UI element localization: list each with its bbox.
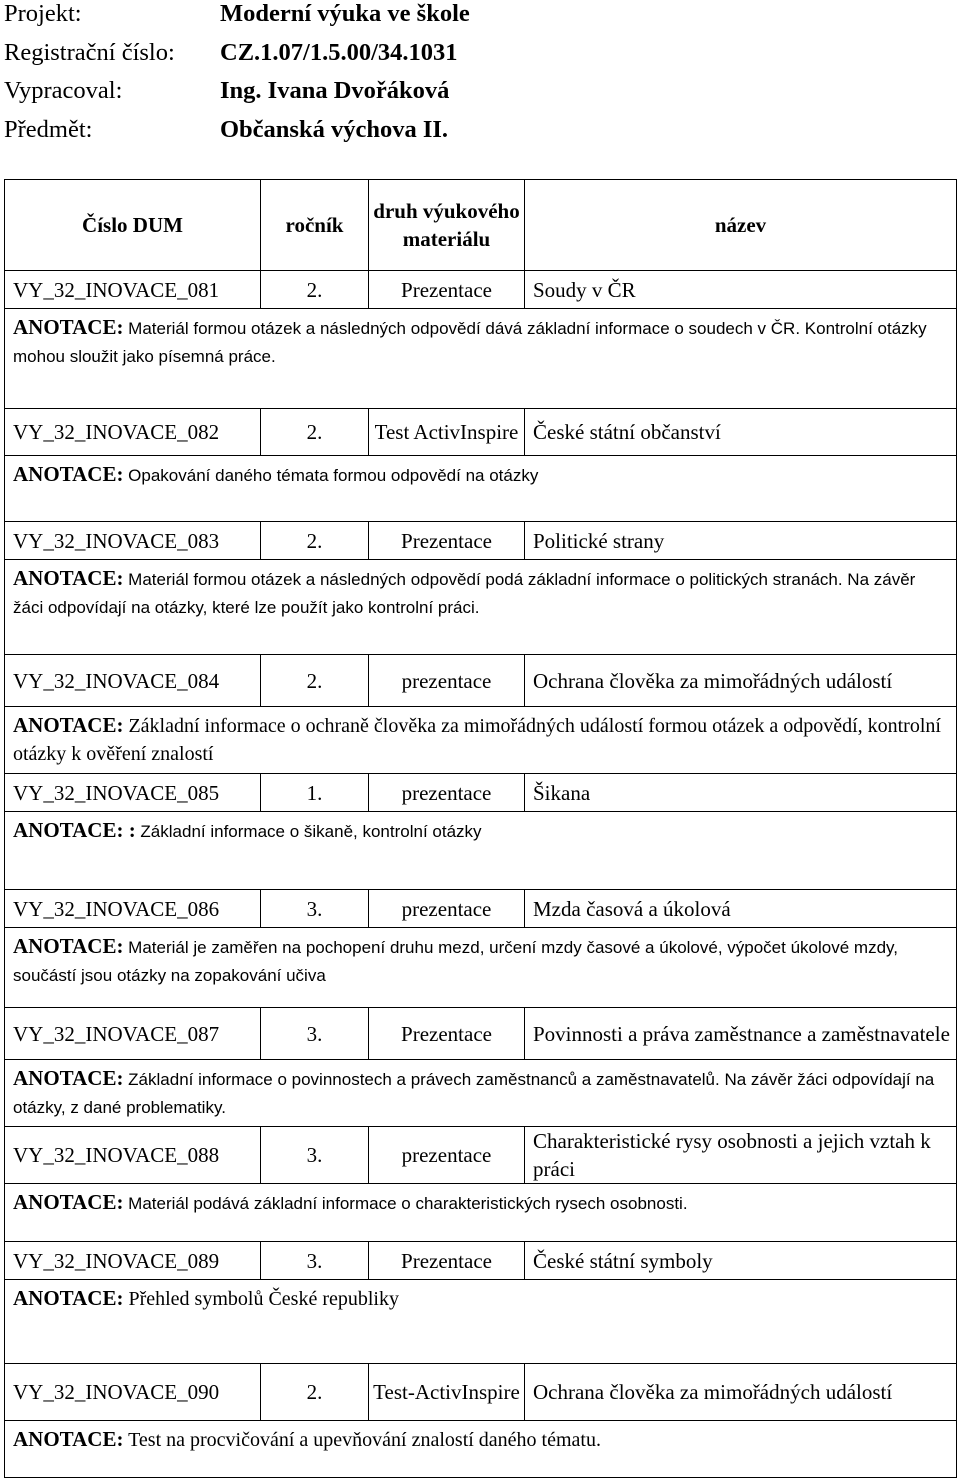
- annotation-cell: [5, 1184, 957, 1242]
- annotation-row: [5, 560, 957, 655]
- annotation-row: [5, 1184, 957, 1242]
- cell-dum-number: VY_32_INOVACE_087: [5, 1008, 261, 1060]
- cell-druh: Test ActivInspire: [369, 409, 525, 456]
- cell-druh: Prezentace: [369, 1008, 525, 1060]
- cell-dum-number: VY_32_INOVACE_081: [5, 271, 261, 309]
- annotation-row: [5, 1280, 957, 1364]
- annotation-text: Test na procvičování a upevňování znalostí daného tématu.: [123, 1429, 601, 1451]
- annotation-cell: [5, 812, 957, 890]
- header-label: Předmět:: [4, 115, 93, 143]
- annotation-text: Materiál podává základní informace o charakteristických rysech osobnosti.: [123, 1194, 688, 1213]
- cell-dum-number: VY_32_INOVACE_085: [5, 774, 261, 812]
- cell-druh: Prezentace: [369, 522, 525, 560]
- header-value: Občanská výchova II.: [220, 115, 449, 143]
- cell-dum-number: VY_32_INOVACE_088: [5, 1127, 261, 1184]
- cell-druh: Prezentace: [369, 271, 525, 309]
- header-value: CZ.1.07/1.5.00/34.1031: [220, 38, 458, 66]
- annotation-label: ANOTACE:: [13, 1286, 124, 1310]
- annotation-row: [5, 456, 957, 522]
- annotation-cell: [5, 1060, 957, 1127]
- cell-rocnik: 2.: [261, 655, 369, 707]
- annotation-label: ANOTACE:: [13, 462, 124, 486]
- annotation-label: ANOTACE: :: [13, 818, 136, 842]
- annotation-cell: [5, 928, 957, 1008]
- cell-druh: prezentace: [369, 1127, 525, 1184]
- annotation-text: Materiál formou otázek a následných odpovědí dává základní informace o soudech v ČR. Kontrolní otázky mohou sloužit jako písemná práce.: [13, 319, 927, 366]
- annotation-text: Základní informace o ochraně člověka za mimořádných událostí formou otázek a odpovědí, kontrolní otázky k ověření znalostí: [13, 715, 941, 765]
- cell-nazev: Mzda časová a úkolová: [525, 890, 957, 928]
- cell-dum-number: VY_32_INOVACE_082: [5, 409, 261, 456]
- annotation-row: [5, 707, 957, 774]
- cell-rocnik: 2.: [261, 409, 369, 456]
- cell-nazev: Ochrana člověka za mimořádných událostí: [525, 1364, 957, 1421]
- annotation-cell: [5, 560, 957, 655]
- column-header-druh: druh výukového materiálu: [369, 180, 525, 271]
- header-value: Ing. Ivana Dvořáková: [220, 77, 450, 104]
- cell-nazev: Ochrana člověka za mimořádných událostí: [525, 655, 957, 707]
- table-header-row: [5, 180, 957, 271]
- header-value: Moderní výuka ve škole: [220, 0, 470, 27]
- cell-nazev: České státní symboly: [525, 1242, 957, 1280]
- table-row: [5, 774, 957, 812]
- dum-table: [4, 179, 957, 1478]
- cell-nazev: České státní občanství: [525, 409, 957, 456]
- header-label: Projekt:: [4, 0, 82, 27]
- cell-rocnik: 3.: [261, 890, 369, 928]
- annotation-cell: [5, 309, 957, 409]
- annotation-row: [5, 1060, 957, 1127]
- cell-rocnik: 3.: [261, 1127, 369, 1184]
- annotation-label: ANOTACE:: [13, 1427, 124, 1451]
- table-row: [5, 1008, 957, 1060]
- table-row: [5, 1127, 957, 1184]
- table-row: [5, 1242, 957, 1280]
- cell-druh: Test-ActivInspire: [369, 1364, 525, 1421]
- annotation-label: ANOTACE:: [13, 566, 124, 590]
- column-header-cislo: Číslo DUM: [5, 180, 261, 271]
- annotation-row: [5, 1421, 957, 1478]
- annotation-cell: [5, 707, 957, 774]
- annotation-cell: [5, 1280, 957, 1364]
- cell-druh: prezentace: [369, 774, 525, 812]
- header-label: Vypracoval:: [4, 77, 123, 104]
- annotation-label: ANOTACE:: [13, 934, 124, 958]
- annotation-label: ANOTACE:: [13, 1066, 124, 1090]
- table-row: [5, 1364, 957, 1421]
- annotation-cell: [5, 1421, 957, 1478]
- annotation-label: ANOTACE:: [13, 315, 124, 339]
- cell-nazev: Charakteristické rysy osobnosti a jejich vztah k práci: [525, 1127, 957, 1184]
- annotation-text: Přehled symbolů České republiky: [123, 1288, 399, 1310]
- table-row: [5, 271, 957, 309]
- cell-druh: prezentace: [369, 655, 525, 707]
- cell-dum-number: VY_32_INOVACE_084: [5, 655, 261, 707]
- cell-rocnik: 2.: [261, 522, 369, 560]
- table-row: [5, 655, 957, 707]
- header-label: Registrační číslo:: [4, 38, 175, 66]
- table-row: [5, 522, 957, 560]
- cell-rocnik: 2.: [261, 271, 369, 309]
- cell-nazev: Politické strany: [525, 522, 957, 560]
- column-header-nazev: název: [525, 180, 957, 271]
- cell-druh: Prezentace: [369, 1242, 525, 1280]
- cell-dum-number: VY_32_INOVACE_083: [5, 522, 261, 560]
- cell-nazev: Povinnosti a práva zaměstnance a zaměstnavatele: [525, 1008, 957, 1060]
- cell-nazev: Šikana: [525, 774, 957, 812]
- cell-dum-number: VY_32_INOVACE_089: [5, 1242, 261, 1280]
- cell-dum-number: VY_32_INOVACE_090: [5, 1364, 261, 1421]
- annotation-row: [5, 928, 957, 1008]
- cell-nazev: Soudy v ČR: [525, 271, 957, 309]
- annotation-row: [5, 812, 957, 890]
- annotation-text: Materiál je zaměřen na pochopení druhu mezd, určení mzdy časové a úkolové, výpočet úkolové mzdy, součástí jsou otázky na zopakování učiva: [13, 938, 898, 985]
- annotation-text: Opakování daného témata formou odpovědí na otázky: [123, 466, 539, 485]
- annotation-cell: [5, 456, 957, 522]
- annotation-text: Základní informace o povinnostech a právech zaměstnanců a zaměstnavatelů. Na závěr žáci odpovídají na otázky, z dané problematiky.: [13, 1070, 935, 1117]
- table-row: [5, 409, 957, 456]
- annotation-label: ANOTACE:: [13, 1190, 124, 1214]
- cell-rocnik: 1.: [261, 774, 369, 812]
- table-row: [5, 890, 957, 928]
- annotation-text: Základní informace o šikaně, kontrolní otázky: [135, 822, 482, 841]
- column-header-rocnik: ročník: [261, 180, 369, 271]
- annotation-label: ANOTACE:: [13, 713, 124, 737]
- cell-rocnik: 3.: [261, 1008, 369, 1060]
- annotation-row: [5, 309, 957, 409]
- table-body: [5, 271, 957, 1478]
- cell-dum-number: VY_32_INOVACE_086: [5, 890, 261, 928]
- annotation-text: Materiál formou otázek a následných odpovědí podá základní informace o politických stranách. Na závěr žáci odpovídají na otázky, které lze použít jako kontrolní práci.: [13, 570, 916, 617]
- cell-druh: prezentace: [369, 890, 525, 928]
- cell-rocnik: 3.: [261, 1242, 369, 1280]
- cell-rocnik: 2.: [261, 1364, 369, 1421]
